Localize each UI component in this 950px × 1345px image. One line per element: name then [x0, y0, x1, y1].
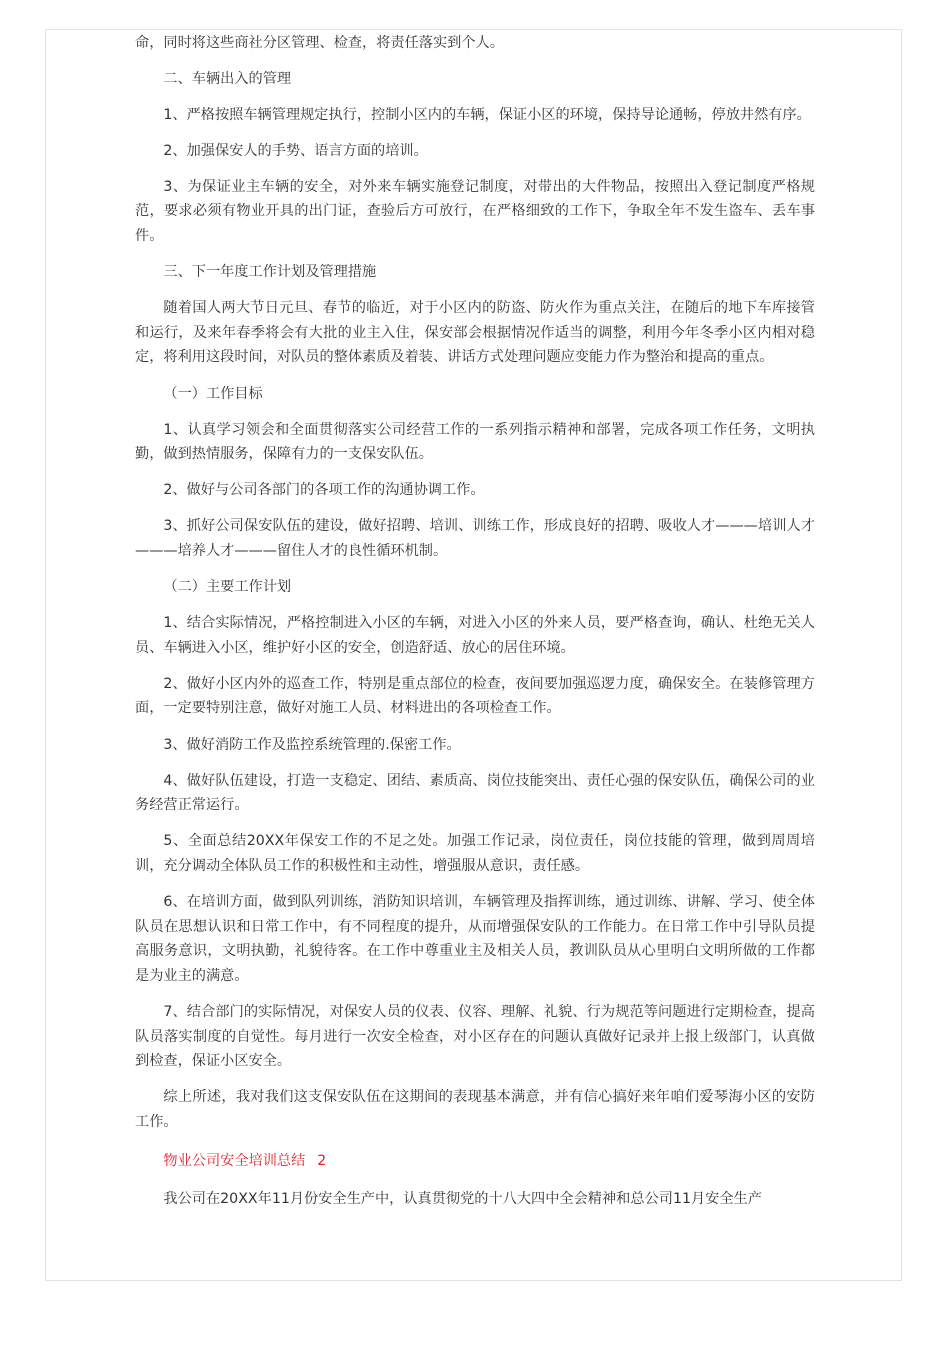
subheading-main-plan: （二）主要工作计划: [163, 579, 292, 596]
paragraph: 随着国人两大节日元旦、春节的临近，对于小区内的防盗、防火作为重点关注，在随后的地下车库接管和运行，及来年春季将会有大批的业主入住，保安部会根据情况作适当的调整，利用今年冬季小区内相对稳定，将利用这段时间，对队员的整体素质及着装、讲话方式处理问题应变能力作为整治和提高的重点。: [135, 300, 815, 366]
paragraph: 1、认真学习领会和全面贯彻落实公司经营工作的一系列指示精神和部署，完成各项工作任务，文明执勤，做到热情服务，保障有力的一支保安队伍。: [135, 421, 815, 463]
paragraph: 6、在培训方面，做到队列训练，消防知识培训，车辆管理及指挥训练，通过训练、讲解、学习、使全体队员在思想认识和日常工作中，有不同程度的提升，从而增强保安队的工作能力。在日常工作中引导队员提高服务意识，文明执勤，礼貌待客。在工作中尊重业主及相关人员，教训队员从心里明白文明所做的工作都是为业主的满意。: [135, 894, 815, 984]
subheading-work-goals: （一）工作目标: [163, 385, 263, 402]
document-page: [45, 29, 902, 1281]
paragraph: 综上所述，我对我们这支保安队伍在这期间的表现基本满意，并有信心搞好来年咱们爱琴海小区的安防工作。: [135, 1089, 815, 1130]
heading-next-year-plan: 三、下一年度工作计划及管理措施: [163, 264, 377, 281]
paragraph: 我公司在20XX年11月份安全生产中，认真贯彻党的十八大四中全会精神和总公司11月安全生产: [163, 1190, 762, 1207]
paragraph: 4、做好队伍建设，打造一支稳定、团结、素质高、岗位技能突出、责任心强的保安队伍，确保公司的业务经营正常运行。: [135, 772, 815, 814]
paragraph: 3、抓好公司保安队伍的建设，做好招聘、培训、训练工作，形成良好的招聘、吸收人才———培训人才———培养人才———留住人才的良性循环机制。: [135, 518, 815, 559]
section-title-number: 2: [317, 1153, 327, 1170]
paragraph: 2、加强保安人的手势、语言方面的培训。: [163, 142, 428, 159]
section-title-text: 物业公司安全培训总结: [163, 1153, 306, 1170]
paragraph: 2、做好与公司各部门的各项工作的沟通协调工作。: [163, 482, 485, 499]
section-title: [135, 1149, 815, 1174]
paragraph: 7、结合部门的实际情况，对保安人员的仪表、仪容、理解、礼貌、行为规范等问题进行定期检查，提高队员落实制度的自觉性。每月进行一次安全检查，对小区存在的问题认真做好记录并上报上级部门，认真做到检查，保证小区安全。: [135, 1003, 815, 1070]
paragraph: 3、做好消防工作及监控系统管理的.保密工作。: [163, 736, 461, 753]
paragraph: 2、做好小区内外的巡查工作，特别是重点部位的检查，夜间要加强巡逻力度，确保安全。在装修管理方面，一定要特别注意，做好对施工人员、材料进出的各项检查工作。: [135, 675, 815, 717]
paragraph: 1、结合实际情况，严格控制进入小区的车辆，对进入小区的外来人员，要严格查询，确认、杜绝无关人员、车辆进入小区，维护好小区的安全，创造舒适、放心的居住环境。: [135, 615, 815, 656]
heading-vehicle-management: 二、车辆出入的管理: [163, 70, 292, 87]
paragraph: 1、严格按照车辆管理规定执行，控制小区内的车辆，保证小区的环境，保持导论通畅，停放井然有序。: [163, 106, 811, 123]
paragraph: 命，同时将这些商社分区管理、检查，将责任落实到个人。: [135, 34, 504, 51]
document-body: [135, 31, 815, 1223]
paragraph: 3、为保证业主车辆的安全，对外来车辆实施登记制度，对带出的大件物品，按照出入登记制度严格规范，要求必须有物业开具的出门证，查验后方可放行，在严格细致的工作下，争取全年不发生盗车、丢车事件。: [135, 178, 815, 245]
paragraph: 5、全面总结20XX年保安工作的不足之处。加强工作记录，岗位责任，岗位技能的管理，做到周周培训，充分调动全体队员工作的积极性和主动性，增强服从意识，责任感。: [135, 833, 815, 874]
